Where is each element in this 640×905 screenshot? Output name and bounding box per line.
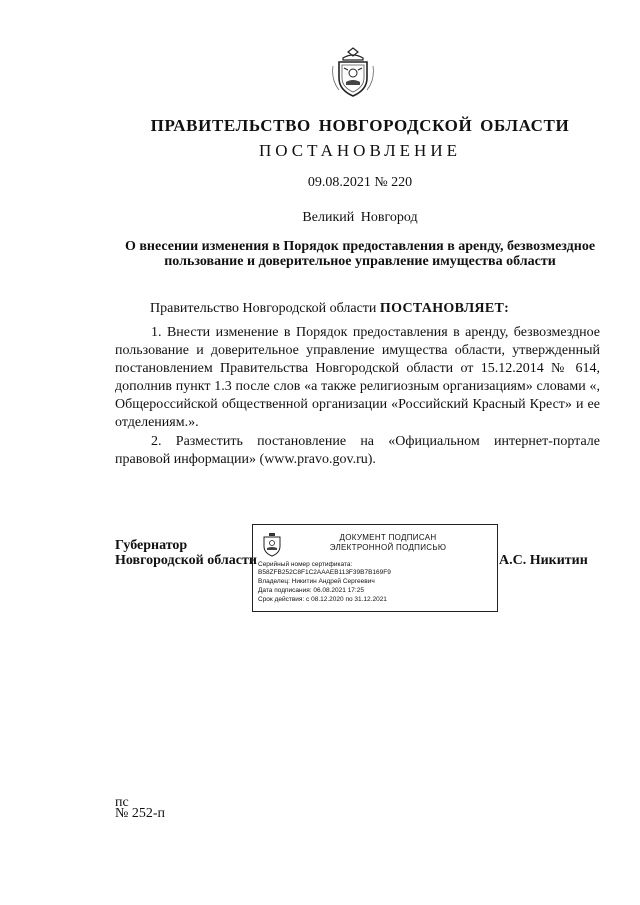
decree-item-2: 2. Разместить постановление на «Официальном интернет-портале правовой информации» (www.pravo.gov.ru).	[115, 434, 600, 467]
stamp-signed-date: Дата подписания: 06.08.2021 17:25	[258, 587, 364, 594]
stamp-cert-label: Серийный номер сертификата:	[258, 561, 353, 568]
document-type: ПОСТАНОВЛЕНИЕ	[258, 141, 461, 160]
registration-prefix: пс	[115, 795, 129, 810]
signer-title	[115, 538, 257, 568]
stamp-heading-line-2: ЭЛЕКТРОННОЙ ПОДПИСЬЮ	[329, 543, 447, 552]
coat-of-arms-icon	[331, 46, 375, 98]
stamp-validity: Срок действия: с 08.12.2020 по 31.12.2021	[258, 596, 387, 603]
decree-verb: ПОСТАНОВЛЯЕТ:	[379, 301, 510, 316]
stamp-heading	[293, 533, 483, 553]
signer-title-line-2: Новгородской области	[115, 553, 257, 568]
registration-number: № 252-п	[115, 806, 166, 821]
decree-item-1: 1. Внести изменение в Порядок предоставления в аренду, безвозмездное пользование и доверительное управление имущества области, утвержденный постановлением Правительства Новгородской области от 15.12.2014 № 614, дополнив пункт 1.3 после слов «а также религиозным организациям» словами «, Общероссийской общественной организации «Российский Красный Крест» и ее отделениям.».	[115, 325, 600, 430]
document-subject: О внесении изменения в Порядок предоставления в аренду, безвозмездное пользование и доверительное управление имущества области	[124, 239, 596, 269]
stamp-cert-serial: B58ZFB252C8F1C2AAAEB113F39B7B169F9	[258, 569, 391, 576]
stamp-owner: Владелец: Никитин Андрей Сергеевич	[258, 578, 375, 585]
signer-name: А.С. Никитин	[499, 553, 588, 568]
coat-of-arms-small-icon	[261, 531, 283, 557]
government-title: ПРАВИТЕЛЬСТВО НОВГОРОДСКОЙ ОБЛАСТИ	[150, 116, 570, 135]
decree-intro-text: Правительство Новгородской области	[150, 301, 380, 316]
stamp-heading-line-1: ДОКУМЕНТ ПОДПИСАН	[339, 533, 437, 542]
signer-title-line-1: Губернатор	[115, 538, 188, 553]
decree-intro	[150, 300, 610, 318]
document-city: Великий Новгород	[302, 210, 418, 225]
document-date-number: 09.08.2021 № 220	[307, 175, 413, 190]
electronic-signature-stamp	[252, 524, 498, 612]
